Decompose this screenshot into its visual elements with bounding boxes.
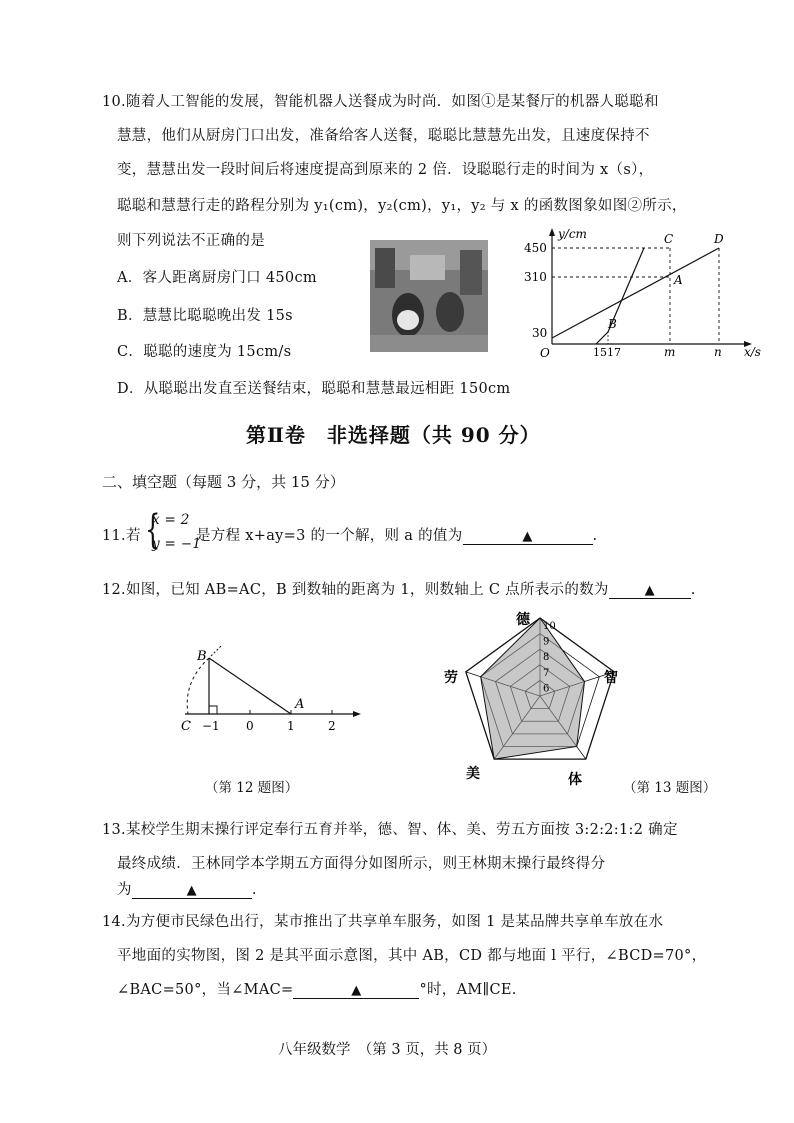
q10-line-4: 聪聪和慧慧行走的路程分别为 y₁(cm)，y₂(cm)，y₁，y₂ 与 x 的函数图象如图②所示， xyxy=(117,198,687,214)
q10-line-3: 变，慧慧出发一段时间后将速度提高到原来的 2 倍．设聪聪行走的时间为 x（s）， xyxy=(117,162,654,178)
q14-suffix: °时，AM∥CE. xyxy=(419,982,517,998)
q11-blank-marker: ▲ xyxy=(522,529,533,544)
fill-in-section-heading: 二、填空题（每题 3 分，共 15 分） xyxy=(102,473,345,491)
q14-line-1: 14.为方便市民绿色出行，某市推出了共享单车服务，如图 1 是某品牌共享单车放在水 xyxy=(102,914,664,930)
q12-tick-2: 2 xyxy=(328,719,336,733)
q10-option-a: A．客人距离厨房门口 450cm xyxy=(117,270,317,286)
q13-blank-marker: ▲ xyxy=(186,883,197,898)
q10-option-c: C．聪聪的速度为 15cm/s xyxy=(117,344,292,360)
q12-caption: （第 12 题图） xyxy=(205,780,299,796)
q12-label-a: A xyxy=(295,697,305,712)
q11-brace: { xyxy=(145,507,161,553)
q13-prefix: 为 xyxy=(117,882,132,898)
radar-ring-label: 10 xyxy=(543,621,556,632)
q10-line-2: 慧慧，他们从厨房门口出发，准备给客人送餐，聪聪比慧慧先出发，且速度保持不 xyxy=(117,128,650,144)
robot-photo xyxy=(370,240,488,352)
page-footer: 八年级数学 （第 3 页，共 8 页） xyxy=(278,1042,497,1058)
q11-eq1: x = 2 xyxy=(152,512,190,528)
q12-end: . xyxy=(690,582,696,598)
q12-label-c: C xyxy=(181,719,191,734)
q11-suffix: 是方程 x+ay=3 的一个解，则 a 的值为 xyxy=(196,528,463,544)
q13-line-2: 最终成绩．王林同学本学期五方面得分如图所示，则王林期末操行最终得分 xyxy=(117,856,606,872)
q10-option-d: D．从聪聪出发直至送餐结束，聪聪和慧慧最远相距 150cm xyxy=(117,381,511,397)
q12-tick-1: 1 xyxy=(287,719,295,733)
q10-function-graph xyxy=(500,226,770,358)
radar-axis-zhi: 智 xyxy=(604,670,618,686)
q12-answer-blank[interactable] xyxy=(609,582,691,599)
x-tick-n: n xyxy=(714,345,722,358)
point-d-label: D xyxy=(714,232,724,246)
origin-label: O xyxy=(540,346,550,358)
q10-line-5: 则下列说法不正确的是 xyxy=(117,233,265,249)
x-axis-label: x/s xyxy=(744,345,761,358)
q14-prefix: ∠BAC=50°，当∠MAC= xyxy=(117,982,294,998)
radar-axis-de: 德 xyxy=(516,612,530,628)
q13-radar-chart xyxy=(440,608,640,790)
q14-line-3 xyxy=(117,978,517,999)
radar-ring-label: 6 xyxy=(543,683,550,695)
q13-line-3 xyxy=(117,878,257,899)
radar-axis-lao: 劳 xyxy=(444,670,458,686)
x-tick-15: 15 xyxy=(593,346,607,358)
q11-end: . xyxy=(592,528,598,544)
q13-answer-blank[interactable] xyxy=(132,882,252,899)
point-a-label: A xyxy=(674,273,683,287)
radar-ring-label: 7 xyxy=(543,667,550,679)
q12-tick-0: 0 xyxy=(246,719,254,733)
q13-end: . xyxy=(251,882,257,898)
q11-text xyxy=(196,524,597,545)
q12-tick-neg1: −1 xyxy=(202,719,220,733)
q14-answer-blank[interactable] xyxy=(293,982,419,999)
radar-axis-mei: 美 xyxy=(466,766,480,782)
y-tick-30: 30 xyxy=(532,326,548,340)
x-tick-m: m xyxy=(664,345,676,358)
y-axis-label: y/cm xyxy=(558,227,587,241)
y-tick-310: 310 xyxy=(524,270,547,284)
q10-option-b: B．慧慧比聪聪晚出发 15s xyxy=(117,308,293,324)
q11-prefix: 11.若 xyxy=(102,528,141,544)
q12-text xyxy=(102,578,696,599)
y-tick-450: 450 xyxy=(524,241,547,255)
q13-line-1: 13.某校学生期末操行评定奉行五育并举，德、智、体、美、劳五方面按 3:2:2:1:2 确定 xyxy=(102,822,678,838)
part2-title: 第Ⅱ卷 非选择题（共 90 分） xyxy=(246,423,541,447)
q10-line-1: 10.随着人工智能的发展，智能机器人送餐成为时尚．如图①是某餐厅的机器人聪聪和 xyxy=(102,94,659,110)
q14-blank-marker: ▲ xyxy=(351,983,362,998)
q14-line-2: 平地面的实物图，图 2 是其平面示意图，其中 AB，CD 都与地面 l 平行，∠BCD=70°， xyxy=(117,948,707,964)
q12-blank-marker: ▲ xyxy=(644,583,655,598)
q11-answer-blank[interactable] xyxy=(463,528,593,545)
point-c-label: C xyxy=(664,232,674,246)
q12-stem: 12.如图，已知 AB=AC，B 到数轴的距离为 1，则数轴上 C 点所表示的数为 xyxy=(102,582,609,598)
radar-axis-ti: 体 xyxy=(568,772,582,788)
point-b-label: B xyxy=(608,317,617,331)
q12-label-b: B xyxy=(197,649,207,664)
radar-ring-label: 8 xyxy=(543,652,550,664)
radar-ring-label: 9 xyxy=(543,636,550,648)
q11-eq2: y = −1 xyxy=(152,536,202,552)
x-tick-17: 17 xyxy=(607,346,621,358)
q13-caption: （第 13 题图） xyxy=(623,780,717,796)
q12-number-line-figure xyxy=(175,638,375,738)
